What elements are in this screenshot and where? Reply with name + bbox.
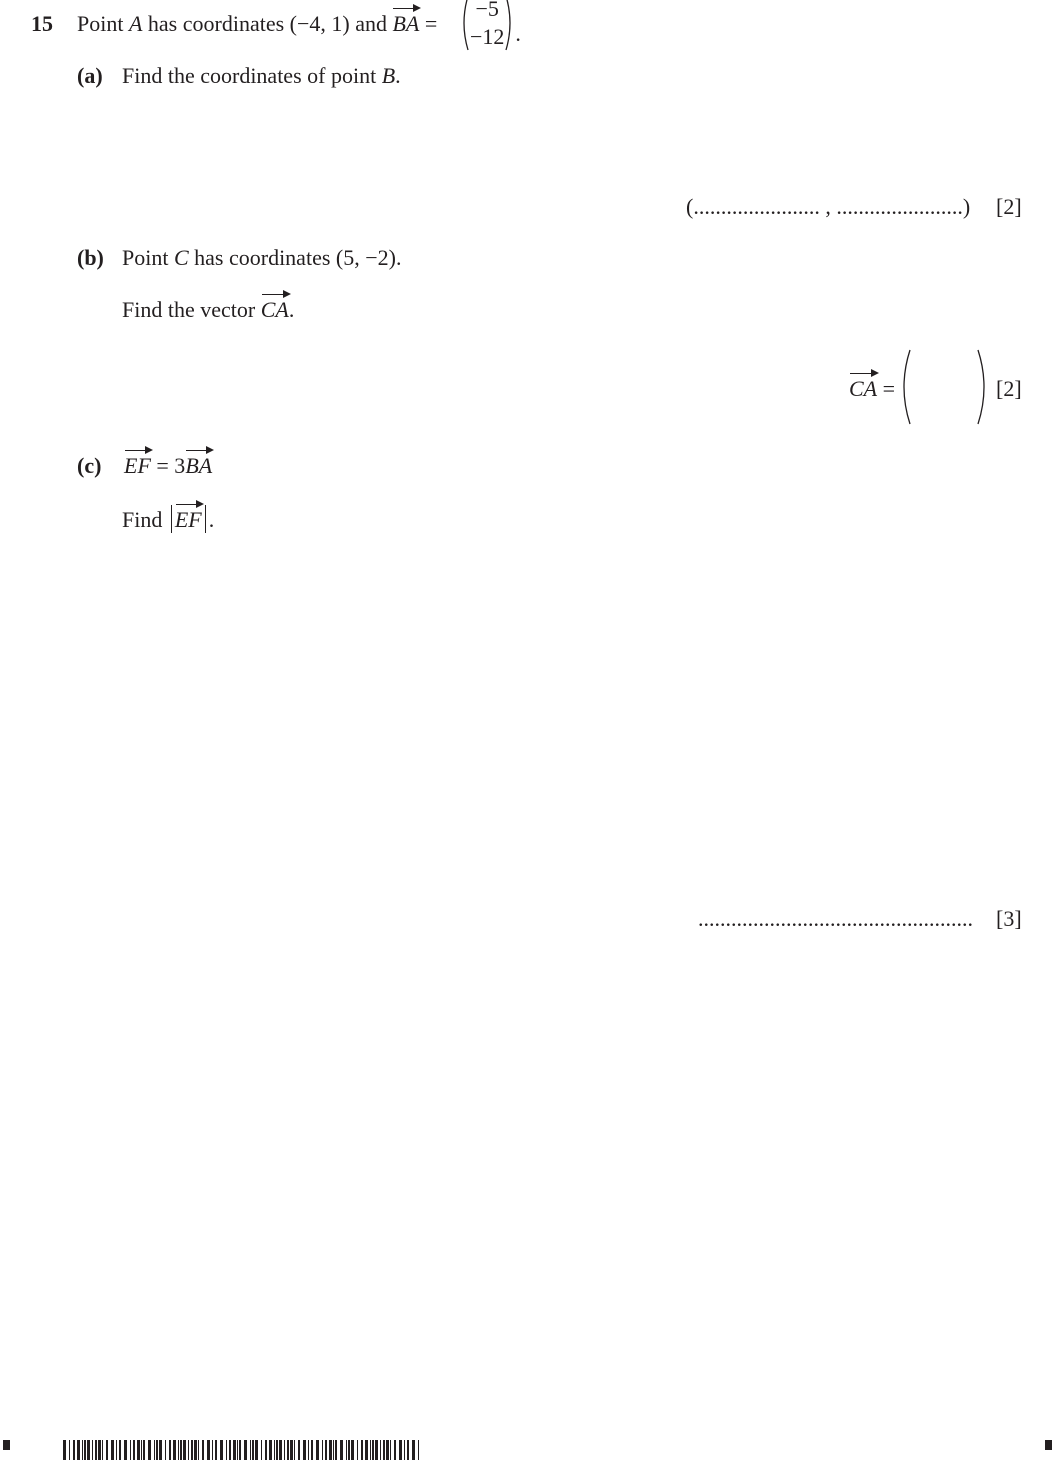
part-a-answer-line[interactable]: (....................... , .......................) [686,194,971,219]
barcode-bar [294,1440,295,1460]
barcode-bar [269,1440,272,1460]
barcode-bar [308,1440,309,1460]
barcode-bar [386,1440,389,1460]
question-stem [77,11,437,37]
part-b-text: Point C has coordinates (5, −2). [122,245,402,270]
barcode-bar [255,1440,258,1460]
barcode-bar [154,1440,155,1460]
barcode-bar [106,1440,108,1460]
barcode-bar [202,1440,204,1460]
part-b-marks: [2] [996,376,1022,401]
barcode-bar [165,1440,166,1460]
barcode-bar [357,1440,358,1460]
barcode-bar [84,1440,86,1460]
barcode-bar [325,1440,327,1460]
barcode-bar [148,1440,151,1460]
magnitude-bar-left [171,505,172,533]
barcode-bar [418,1440,419,1460]
barcode-bar [274,1440,275,1460]
barcode-bar [375,1440,378,1460]
barcode-bar [380,1440,381,1460]
vector-ba-label: BA [392,11,420,36]
part-c-label: (c) [77,453,102,478]
part-c-instruction: Find EF . [122,507,215,532]
barcode-bar [69,1440,70,1460]
magnitude-bar-right [205,505,206,533]
barcode-bar [412,1440,415,1460]
barcode-bar [370,1440,371,1460]
barcode-bar [102,1440,103,1460]
barcode-bar [159,1440,162,1460]
barcode-bar [261,1440,262,1460]
barcode-bar [394,1440,396,1460]
barcode-bar [276,1440,278,1460]
barcode-bar [198,1440,199,1460]
barcode-bar [329,1440,332,1460]
barcode-bar [298,1440,300,1460]
barcode-bar [207,1440,210,1460]
barcode-bar [287,1440,289,1460]
barcode-bar [116,1440,117,1460]
part-a-text: Find the coordinates of point B. [122,63,401,88]
barcode-bar [252,1440,254,1460]
barcode-icon [63,1440,423,1460]
vector-ba-top: −5 [475,0,499,21]
barcode-bar [351,1440,354,1460]
barcode-bar [169,1440,171,1460]
barcode-bar [333,1440,334,1460]
right-paren-icon [505,0,515,51]
barcode-bar [194,1440,197,1460]
part-b-answer-prefix: CA = [849,376,896,401]
barcode-bar [119,1440,121,1460]
barcode-bar [346,1440,347,1460]
barcode-bar [141,1440,142,1460]
barcode-bar [335,1440,337,1460]
barcode-bar [77,1440,80,1460]
barcode-bar [311,1440,313,1460]
barcode-bar [143,1440,145,1460]
vector-ba-column [459,0,521,51]
part-b-instruction: Find the vector CA. [122,297,295,322]
barcode-bar [250,1440,251,1460]
point-c-label: C [173,245,189,270]
stem-end: . [515,21,521,46]
barcode-bar [173,1440,176,1460]
barcode-bar [390,1440,391,1460]
vector-ba-bottom: −12 [470,24,505,49]
corner-marker-right [1045,1440,1052,1450]
barcode-bar [183,1440,186,1460]
barcode-bar [180,1440,182,1460]
barcode-bar [316,1440,319,1460]
barcode-bar [98,1440,101,1460]
part-c-answer-line[interactable]: .................................................. [698,906,973,931]
barcode-bar [156,1440,158,1460]
barcode-bar [178,1440,179,1460]
barcode-bar [124,1440,127,1460]
barcode-bar [220,1440,223,1460]
barcode-bar [133,1440,135,1460]
barcode-bar [63,1440,66,1460]
barcode-bar [279,1440,282,1460]
barcode-bar [130,1440,131,1460]
barcode-bar [111,1440,114,1460]
point-a-label: A [128,11,143,36]
part-c-marks: [3] [996,906,1022,931]
barcode-bar [383,1440,385,1460]
barcode-bar [233,1440,236,1460]
barcode-bar [95,1440,97,1460]
vector-ba-label-c: BA [185,453,213,478]
barcode-bar [340,1440,343,1460]
barcode-bar [82,1440,83,1460]
barcode-bar [137,1440,140,1460]
barcode-bar [244,1440,247,1460]
question-number: 15 [31,11,53,36]
barcode-bar [87,1440,90,1460]
stem-lead: Point [77,11,124,36]
part-a-label: (a) [77,63,103,88]
stem-equals: = [424,11,438,36]
barcode-bar [322,1440,323,1460]
barcode-bar [348,1440,350,1460]
point-b-label: B [381,63,396,88]
vector-ca-label: CA [260,297,289,322]
part-b-answer-box[interactable] [900,348,988,426]
barcode-bar [265,1440,267,1460]
magnitude-ef-label: EF [174,507,202,532]
left-paren-icon [459,0,469,51]
barcode-bar [226,1440,227,1460]
barcode-bar [372,1440,374,1460]
barcode-bar [92,1440,93,1460]
answer-vector-ca-label: CA [849,376,878,401]
barcode-bar [399,1440,402,1460]
barcode-bar [73,1440,75,1460]
part-a-marks: [2] [996,194,1022,219]
part-c-relation: EF = 3BA [124,453,213,478]
barcode-bar [404,1440,405,1460]
barcode-bar [407,1440,409,1460]
part-b-label: (b) [77,245,104,270]
column-vector-brackets-icon [900,348,988,426]
corner-marker-left [3,1440,10,1450]
barcode-bar [191,1440,193,1460]
vector-ef-label: EF [124,453,151,478]
barcode-bar [215,1440,217,1460]
barcode-bar [303,1440,306,1460]
stem-mid: has coordinates (−4, 1) and [147,11,387,36]
barcode-bar [188,1440,189,1460]
barcode-bar [284,1440,285,1460]
barcode-bar [365,1440,368,1460]
barcode-bar [239,1440,241,1460]
barcode-bar [212,1440,213,1460]
barcode-bar [237,1440,238,1460]
barcode-bar [361,1440,363,1460]
barcode-bar [290,1440,293,1460]
barcode-bar [229,1440,231,1460]
